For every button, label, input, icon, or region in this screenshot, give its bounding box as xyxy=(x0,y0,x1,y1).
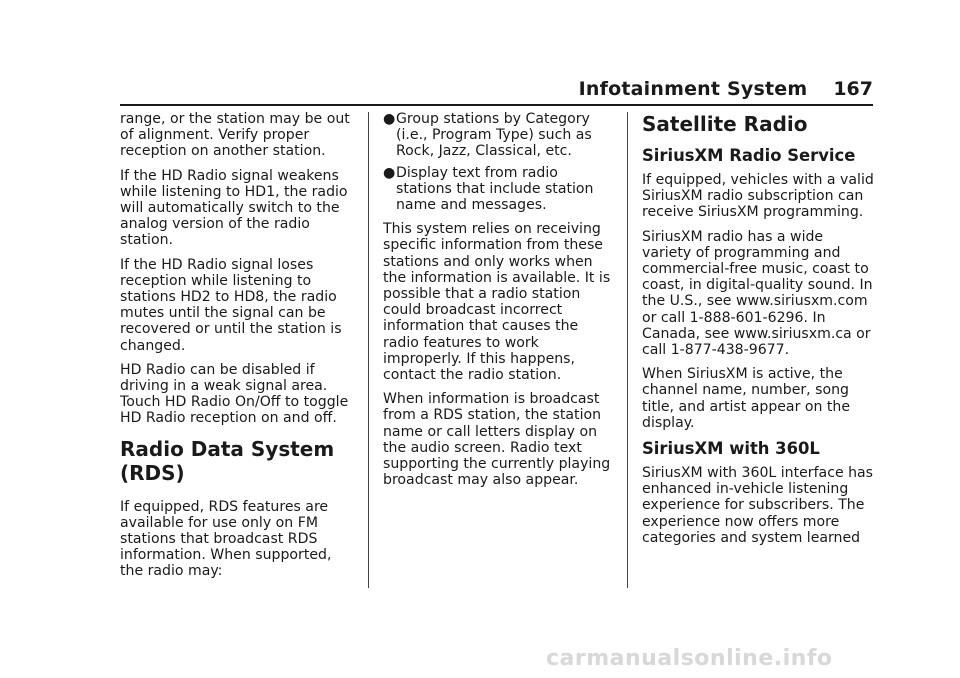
watermark: carmanualsonline.info xyxy=(546,646,833,671)
header-rule xyxy=(120,104,873,106)
paragraph: SiriusXM with 360L interface has enhanced in-vehicle listening experience for subscribers. The experience now offers more categories and system learned xyxy=(642,465,874,546)
paragraph: range, or the station may be out of alignment. Verify proper reception on another station. xyxy=(120,111,350,160)
siriusxm-service-subheading: SiriusXM Radio Service xyxy=(642,146,856,165)
list-item-text: Display text from radio stations that include station name and messages. xyxy=(396,164,594,214)
paragraph: HD Radio can be disabled if driving in a weak signal area. Touch HD Radio On/Off to toggle HD Radio reception on and off. xyxy=(120,361,349,427)
column-3 xyxy=(642,111,876,554)
list-item xyxy=(383,165,617,214)
rds-heading: Radio Data System (RDS) xyxy=(120,436,335,485)
siriusxm-360l-subheading: SiriusXM with 360L xyxy=(642,439,820,459)
column-2 xyxy=(383,111,617,496)
paragraph: When SiriusXM is active, the channel name, number, song title, and artist appear on the display. xyxy=(642,366,851,431)
section-title: Infotainment System xyxy=(578,78,808,100)
bullet-icon: ● xyxy=(383,111,396,127)
satellite-radio-heading: Satellite Radio xyxy=(642,112,808,136)
list-item-text: Group stations by Category (i.e., Program Type) such as Rock, Jazz, Classical, etc. xyxy=(396,111,592,160)
paragraph: This system relies on receiving specific information from these stations and only works when the information is available. It is possible that a radio station could broadcast incorrect information that causes the radio features to work improperly. If this happens, contact the radio station. xyxy=(383,221,611,384)
paragraph: If equipped, vehicles with a valid SiriusXM radio subscription can receive SiriusXM programming. xyxy=(642,172,874,221)
page-number: 167 xyxy=(833,78,873,100)
paragraph: If equipped, RDS features are available for use only on FM stations that broadcast RDS information. When supported, the radio may: xyxy=(120,498,332,580)
paragraph: SiriusXM radio has a wide variety of programming and commercial-free music, coast to coast, in digital-quality sound. In the U.S., see www.siriusxm.com or call 1-888-601-6296. In Canada, see www.siriusxm.ca or call 1-877-438-9677. xyxy=(642,228,873,359)
bullet-icon: ● xyxy=(383,164,396,181)
column-divider xyxy=(627,112,628,588)
paragraph: If the HD Radio signal weakens while listening to HD1, the radio will automatically switch to the analog version of the radio station. xyxy=(120,167,348,249)
column-1 xyxy=(120,111,354,588)
paragraph: When information is broadcast from a RDS station, the station name or call letters display on the audio screen. Radio text supporting the currently playing broadcast may also appear. xyxy=(383,391,611,489)
rds-feature-list xyxy=(383,111,617,213)
column-divider xyxy=(368,112,369,588)
list-item xyxy=(383,111,617,160)
paragraph: If the HD Radio signal loses reception while listening to stations HD2 to HD8, the radio mutes until the signal can be recovered or until the station is changed. xyxy=(120,256,342,354)
